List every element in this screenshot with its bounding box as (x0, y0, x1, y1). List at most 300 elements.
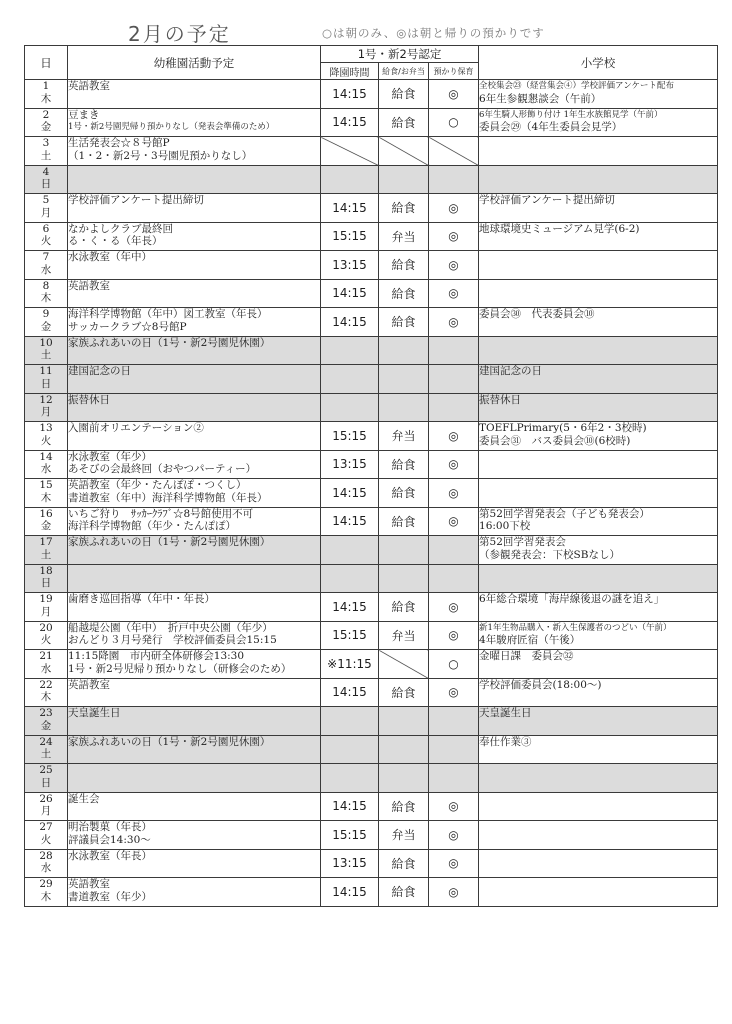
page-title: 2月の予定 (128, 22, 231, 46)
school-cell (479, 764, 718, 793)
day-number: 15 (39, 479, 53, 491)
day-number: 2 (42, 108, 50, 121)
childcare-mark: ○ (429, 108, 479, 137)
day-number: 23 (39, 707, 53, 719)
activity-line: 1号・新2号園児帰り預かりなし（発表会準備のため） (68, 122, 275, 132)
school-cell (479, 536, 718, 565)
activity-line: （1・2・新2号・3号園児預かりなし） (68, 149, 253, 162)
activity-line: 学校評価アンケート提出締切 (68, 194, 204, 206)
meal-type (379, 735, 429, 764)
table-row (25, 564, 718, 593)
dismissal-time (321, 336, 379, 365)
schedule-table (24, 45, 718, 907)
activity-cell (68, 507, 321, 536)
header-day: 日 (25, 46, 68, 80)
weekday: 火 (40, 833, 52, 846)
childcare-mark (429, 393, 479, 422)
meal-type: 給食 (379, 792, 429, 821)
dismissal-time: 14:15 (321, 593, 379, 622)
school-cell (479, 650, 718, 679)
activity-cell (68, 621, 321, 650)
activity-line: 明治製菓（年長） (68, 821, 152, 833)
day-cell (25, 564, 68, 593)
table-row (25, 821, 718, 850)
school-cell (479, 479, 718, 508)
table-row (25, 735, 718, 764)
childcare-mark: ◎ (429, 222, 479, 251)
activity-line: 海洋科学博物館（年中）図工教室（年長） (68, 308, 268, 320)
table-row (25, 678, 718, 707)
activity-line: 書道教室（年少） (68, 890, 152, 903)
school-cell (479, 393, 718, 422)
legend-note: ○は朝のみ、◎は朝と帰りの預かりです (322, 26, 545, 40)
day-cell (25, 108, 68, 137)
day-number: 21 (39, 650, 53, 662)
dismissal-time: 13:15 (321, 849, 379, 878)
weekday: 木 (40, 691, 52, 703)
school-line: 第52回学習発表会（子ども発表会） (479, 507, 650, 520)
activity-cell (68, 450, 321, 479)
childcare-mark (429, 764, 479, 793)
dismissal-time (321, 735, 379, 764)
childcare-mark: ◎ (429, 621, 479, 650)
meal-type: 給食 (379, 308, 429, 337)
meal-type: 給食 (379, 678, 429, 707)
school-line: 委員会㉚ 代表委員会⑩ (479, 308, 595, 320)
day-number: 29 (39, 878, 53, 890)
activity-cell (68, 108, 321, 137)
day-cell (25, 678, 68, 707)
childcare-mark: ◎ (429, 450, 479, 479)
table-row (25, 393, 718, 422)
activity-line: 家族ふれあいの日（1号・新2号園児休園） (68, 735, 271, 748)
weekday: 木 (40, 491, 52, 504)
day-cell (25, 792, 68, 821)
day-number: 28 (39, 849, 53, 862)
activity-cell (68, 564, 321, 593)
school-cell (479, 878, 718, 907)
table-row (25, 251, 718, 280)
table-row (25, 80, 718, 109)
activity-cell (68, 165, 321, 194)
activity-line: 家族ふれあいの日（1号・新2号園児休園） (68, 336, 271, 349)
day-number: 20 (39, 621, 53, 634)
dismissal-time: 14:15 (321, 80, 379, 109)
school-line: 委員会㉛ バス委員会⑩(6校時) (479, 434, 631, 447)
table-row (25, 422, 718, 451)
school-line: 第52回学習発表会 (479, 536, 566, 548)
activity-line: 書道教室（年中）海洋科学博物館（年長） (68, 491, 268, 504)
school-cell (479, 308, 718, 337)
childcare-mark (429, 564, 479, 593)
school-line: TOEFLPrimary(5・6年2・3校時) (479, 422, 647, 434)
dismissal-time (321, 536, 379, 565)
weekday: 金 (40, 719, 52, 732)
school-cell (479, 365, 718, 394)
table-row (25, 878, 718, 907)
activity-line: 生活発表会☆８号館P (68, 137, 170, 149)
activity-cell (68, 536, 321, 565)
childcare-mark (429, 536, 479, 565)
table-row (25, 849, 718, 878)
weekday: 日 (40, 776, 52, 789)
day-number: 10 (39, 336, 53, 349)
childcare-mark: ○ (429, 650, 479, 679)
activity-line: 英語教室（年少・たんぽぽ・つくし） (68, 479, 247, 491)
table-row (25, 650, 718, 679)
activity-line: 豆まき (68, 108, 100, 121)
dismissal-time: 15:15 (321, 621, 379, 650)
day-number: 3 (42, 137, 50, 149)
header-care: 預かり保育 (429, 63, 479, 80)
school-cell (479, 593, 718, 622)
meal-type: 給食 (379, 479, 429, 508)
day-cell (25, 393, 68, 422)
meal-type: 給食 (379, 251, 429, 280)
table-row (25, 792, 718, 821)
activity-cell (68, 80, 321, 109)
school-line: 奉仕作業③ (479, 735, 532, 748)
activity-cell (68, 878, 321, 907)
day-number: 8 (42, 279, 50, 292)
activity-cell (68, 194, 321, 223)
table-row (25, 536, 718, 565)
activity-line: 家族ふれあいの日（1号・新2号園児休園） (68, 536, 271, 548)
childcare-mark (429, 365, 479, 394)
childcare-mark: ◎ (429, 80, 479, 109)
meal-type: 給食 (379, 450, 429, 479)
table-row (25, 308, 718, 337)
activity-cell (68, 479, 321, 508)
weekday: 日 (40, 178, 52, 190)
school-line: 新1年生物品購入・新入生保護者のつどい（午前） (479, 622, 672, 633)
school-line: （参観発表会：下校SBなし） (479, 548, 620, 561)
day-cell (25, 251, 68, 280)
weekday: 日 (40, 377, 52, 390)
dismissal-time: 14:15 (321, 108, 379, 137)
school-cell (479, 336, 718, 365)
dismissal-time (321, 393, 379, 422)
school-line: 6年総合環境「海岸線後退の謎を追え」 (479, 593, 665, 605)
weekday: 月 (40, 805, 52, 817)
childcare-mark (429, 735, 479, 764)
weekday: 木 (40, 92, 52, 105)
school-cell (479, 621, 718, 650)
weekday: 木 (40, 890, 52, 903)
dismissal-time (321, 707, 379, 736)
day-cell (25, 735, 68, 764)
childcare-mark: ◎ (429, 279, 479, 308)
school-cell (479, 821, 718, 850)
meal-type (379, 165, 429, 194)
dismissal-time: ※11:15 (321, 650, 379, 679)
childcare-mark (429, 137, 479, 166)
dismissal-time: 13:15 (321, 251, 379, 280)
dismissal-time: 13:15 (321, 450, 379, 479)
childcare-mark (429, 707, 479, 736)
day-number: 26 (39, 792, 53, 805)
school-cell (479, 137, 718, 166)
activity-line: 11:15降園 市内研全体研修会13:30 (68, 650, 245, 662)
day-cell (25, 593, 68, 622)
school-cell (479, 849, 718, 878)
day-number: 6 (42, 222, 50, 235)
school-line: 学校評価委員会(18:00～) (479, 678, 602, 691)
activity-cell (68, 735, 321, 764)
activity-cell (68, 365, 321, 394)
day-number: 22 (39, 678, 53, 691)
table-row (25, 336, 718, 365)
day-cell (25, 536, 68, 565)
childcare-mark: ◎ (429, 479, 479, 508)
day-cell (25, 165, 68, 194)
table-row (25, 194, 718, 223)
childcare-mark: ◎ (429, 422, 479, 451)
school-cell (479, 507, 718, 536)
day-cell (25, 336, 68, 365)
schedule-body (25, 80, 718, 907)
activity-line: 水泳教室（年中） (68, 251, 152, 263)
weekday: 土 (40, 349, 52, 361)
weekday: 日 (40, 577, 52, 589)
header-activity: 幼稚園活動予定 (68, 46, 321, 80)
table-row (25, 479, 718, 508)
table-row (25, 108, 718, 137)
meal-type: 給食 (379, 80, 429, 109)
school-line: 全校集会㉓（経営集会④）学校評価アンケート配布 (479, 81, 675, 91)
activity-cell (68, 792, 321, 821)
weekday: 火 (40, 434, 52, 447)
day-number: 7 (42, 251, 50, 263)
school-line: 6年生騎人形飾り付け 1年生水族館見学（午前） (479, 109, 663, 120)
activity-cell (68, 678, 321, 707)
day-cell (25, 80, 68, 109)
activity-cell (68, 137, 321, 166)
day-cell (25, 878, 68, 907)
dismissal-time: 15:15 (321, 821, 379, 850)
meal-type (379, 650, 429, 679)
meal-type: 給食 (379, 194, 429, 223)
table-row (25, 621, 718, 650)
weekday: 月 (40, 605, 52, 618)
header-group: 1号・新2号認定 (321, 46, 479, 63)
activity-cell (68, 279, 321, 308)
school-line: 建国記念の日 (479, 365, 543, 377)
activity-line: 海洋科学博物館（年少・たんぽぽ） (68, 520, 236, 532)
meal-type (379, 393, 429, 422)
activity-line: 水泳教室（年少） (68, 450, 152, 463)
weekday: 土 (40, 548, 52, 561)
school-cell (479, 80, 718, 109)
school-cell (479, 564, 718, 593)
table-row (25, 279, 718, 308)
activity-cell (68, 650, 321, 679)
day-cell (25, 849, 68, 878)
weekday: 水 (40, 662, 52, 675)
meal-type: 給食 (379, 507, 429, 536)
day-cell (25, 137, 68, 166)
activity-cell (68, 336, 321, 365)
activity-cell (68, 251, 321, 280)
activity-line: 天皇誕生日 (68, 707, 121, 719)
table-row (25, 593, 718, 622)
school-cell (479, 792, 718, 821)
school-line: 天皇誕生日 (479, 707, 532, 719)
activity-line: 評議員会14:30～ (68, 833, 151, 846)
weekday: 水 (40, 862, 52, 874)
dismissal-time: 14:15 (321, 678, 379, 707)
day-cell (25, 650, 68, 679)
activity-line: 英語教室 (68, 678, 110, 691)
dismissal-time (321, 137, 379, 166)
dismissal-time: 14:15 (321, 194, 379, 223)
weekday: 月 (40, 406, 52, 418)
activity-line: 振替休日 (68, 393, 110, 406)
activity-cell (68, 821, 321, 850)
dismissal-time: 14:15 (321, 279, 379, 308)
activity-cell (68, 593, 321, 622)
school-cell (479, 251, 718, 280)
childcare-mark: ◎ (429, 507, 479, 536)
dismissal-time: 14:15 (321, 479, 379, 508)
weekday: 月 (40, 206, 52, 219)
meal-type (379, 564, 429, 593)
dismissal-time: 14:15 (321, 507, 379, 536)
day-number: 14 (39, 450, 53, 463)
weekday: 土 (40, 149, 52, 162)
day-number: 4 (42, 165, 50, 178)
childcare-mark (429, 165, 479, 194)
school-line: 16:00下校 (479, 520, 531, 532)
meal-type (379, 365, 429, 394)
school-cell (479, 108, 718, 137)
day-cell (25, 422, 68, 451)
activity-cell (68, 707, 321, 736)
activity-line: 英語教室 (68, 878, 110, 890)
day-cell (25, 365, 68, 394)
day-number: 19 (39, 593, 53, 605)
activity-cell (68, 422, 321, 451)
day-number: 11 (39, 365, 53, 377)
activity-line: 歯磨き巡回指導（年中・年長） (68, 593, 215, 605)
day-number: 5 (42, 194, 50, 206)
activity-line: なかよしクラブ最終回 (68, 222, 173, 235)
school-line: 6年生参観懇談会（午前） (479, 92, 602, 105)
activity-line: あそびの会最終回（おやつパーティー） (68, 463, 257, 475)
childcare-mark: ◎ (429, 878, 479, 907)
weekday: 火 (40, 235, 52, 247)
day-number: 1 (42, 80, 50, 92)
header-school: 小学校 (479, 46, 718, 80)
day-cell (25, 222, 68, 251)
meal-type (379, 336, 429, 365)
activity-line: 英語教室 (68, 80, 110, 92)
dismissal-time (321, 165, 379, 194)
day-number: 16 (39, 507, 53, 520)
activity-line: 船越堤公園（年中） 折戸中央公園（年少） (68, 621, 273, 634)
childcare-mark: ◎ (429, 308, 479, 337)
school-cell (479, 279, 718, 308)
day-cell (25, 479, 68, 508)
childcare-mark (429, 336, 479, 365)
activity-cell (68, 222, 321, 251)
school-line: 振替休日 (479, 393, 522, 406)
table-row (25, 507, 718, 536)
table-row (25, 222, 718, 251)
day-cell (25, 308, 68, 337)
meal-type: 弁当 (379, 621, 429, 650)
dismissal-time: 14:15 (321, 878, 379, 907)
day-number: 13 (39, 422, 53, 434)
meal-type (379, 137, 429, 166)
meal-type (379, 536, 429, 565)
table-row (25, 365, 718, 394)
day-number: 27 (39, 821, 53, 833)
day-number: 18 (39, 564, 53, 577)
day-number: 25 (39, 764, 53, 776)
day-cell (25, 450, 68, 479)
table-row (25, 707, 718, 736)
day-cell (25, 707, 68, 736)
day-cell (25, 279, 68, 308)
school-cell (479, 450, 718, 479)
dismissal-time: 15:15 (321, 422, 379, 451)
table-row (25, 137, 718, 166)
activity-line: いちご狩り ｻｯｶｰｸﾗﾌﾞ☆8号館使用不可 (68, 507, 254, 520)
childcare-mark: ◎ (429, 678, 479, 707)
day-number: 24 (39, 735, 53, 748)
childcare-mark: ◎ (429, 821, 479, 850)
dismissal-time: 14:15 (321, 308, 379, 337)
school-cell (479, 194, 718, 223)
meal-type: 給食 (379, 279, 429, 308)
childcare-mark: ◎ (429, 593, 479, 622)
weekday: 土 (40, 748, 52, 760)
header-time: 降園時間 (321, 63, 379, 80)
header-meal: 給食/お弁当 (379, 63, 429, 80)
meal-type: 弁当 (379, 821, 429, 850)
meal-type: 給食 (379, 108, 429, 137)
school-cell (479, 707, 718, 736)
day-cell (25, 194, 68, 223)
dismissal-time (321, 564, 379, 593)
weekday: 金 (40, 320, 52, 333)
school-cell (479, 222, 718, 251)
school-line: 地球環境史ミュージアム見学(6-2) (479, 222, 640, 235)
table-row (25, 165, 718, 194)
school-cell (479, 678, 718, 707)
activity-cell (68, 849, 321, 878)
school-cell (479, 735, 718, 764)
weekday: 木 (40, 292, 52, 304)
weekday: 金 (40, 121, 52, 133)
meal-type: 給食 (379, 878, 429, 907)
dismissal-time (321, 365, 379, 394)
activity-line: 誕生会 (68, 792, 100, 805)
activity-cell (68, 308, 321, 337)
weekday: 水 (40, 263, 52, 276)
childcare-mark: ◎ (429, 849, 479, 878)
activity-line: 入園前オリエンテーション② (68, 422, 204, 434)
school-cell (479, 165, 718, 194)
table-row (25, 450, 718, 479)
school-line: 4年駿府匠宿（午後） (479, 634, 581, 646)
weekday: 水 (40, 463, 52, 475)
day-number: 9 (42, 308, 50, 320)
meal-type: 給食 (379, 849, 429, 878)
meal-type: 弁当 (379, 422, 429, 451)
childcare-mark: ◎ (429, 251, 479, 280)
